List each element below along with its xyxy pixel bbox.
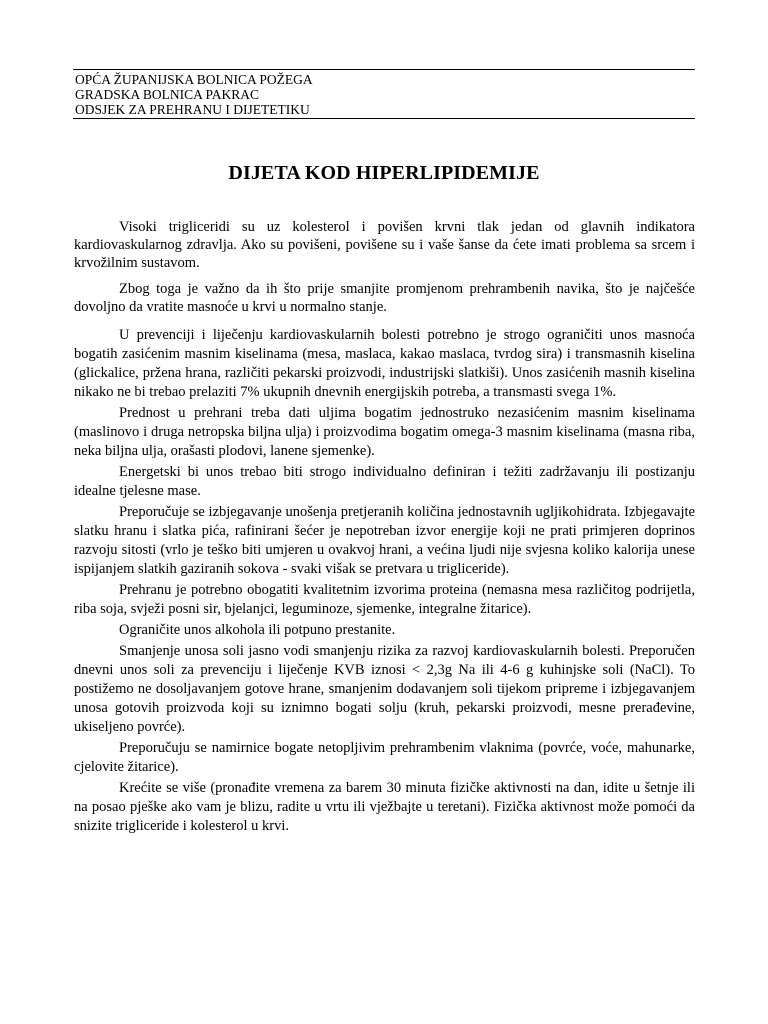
paragraph-carbohydrates: Preporučuje se izbjegavanje unošenja pretjeranih količina jednostavnih ugljikohidrata. Izbjegavajte slatku hranu i slatka pića, rafinirani šećer je nepotreban izvor energije koji ne prati primjeren doprinos razvoju sitosti (vrlo je teško biti umjeren u ovakvoj hrani, a većina ljudi nije svjesna koliko kalorija unese ispijanjem slatkih gaziranih sokova - svaki višak se pretvara u trigliceride). <box>74 504 695 577</box>
paragraph-alcohol: Ograničite unos alkohola ili potpuno prestanite. <box>119 622 396 638</box>
document-body <box>74 218 695 836</box>
header-department: ODSJEK ZA PREHRANU I DIJETETIKU <box>75 102 310 117</box>
paragraph-fiber: Preporučuju se namirnice bogate netopljivim prehrambenim vlaknima (povrće, voće, mahunarke, cjelovite žitarice). <box>74 740 695 775</box>
header-hospital-pakrac: GRADSKA BOLNICA PAKRAC <box>75 87 260 102</box>
paragraph-energy-intake: Energetski bi unos trebao biti strogo individualno definiran i težiti zadržavanju ili postizanju idealne tjelesne mase. <box>74 464 695 499</box>
paragraph-diet-change: Zbog toga je važno da ih što prije smanjite promjenom prehrambenih navika, što je najčešće dovoljno da vratite masnoće u krvi u normalno stanje. <box>74 281 695 315</box>
paragraph-saturated-fats: U prevenciji i liječenju kardiovaskularnih bolesti potrebno je strogo ograničiti unos masnoća bogatih zasićenim masnim kiselinama (mesa, maslaca, kakao maslaca, tvrdog sira) i transmasnih kiselina (glickalice, pržena hrana, različiti pekarski proizvodi, industrijski slatkiši). Unos zasićenih masnih kiselina nikako ne bi trebao prelaziti 7% ukupnih dnevnih energijskih potreba, a transmasti svega 1%. <box>74 327 695 400</box>
paragraph-unsaturated-fats: Prednost u prehrani treba dati uljima bogatim jednostruko nezasićenim masnim kiselinama (maslinovo i druga netropska biljna ulja) i proizvodima bogatim omega-3 masnim kiselinama (masna riba, neka biljna ulja, orašasti plodovi, lanene sjemenke). <box>74 405 695 459</box>
paragraph-intro: Visoki trigliceridi su uz kolesterol i povišen krvni tlak jedan od glavnih indikatora kardiovaskularnog zdravlja. Ako su povišeni, povišene su i vaše šanse da ćete imati problema sa srcem i krvožilnim sustavom. <box>74 219 695 271</box>
paragraph-salt: Smanjenje unosa soli jasno vodi smanjenju rizika za razvoj kardiovaskularnih bolesti. Preporučen dnevni unos soli za prevenciju i liječenje KVB iznosi < 2,3g Na ili 4-6 g kuhinjske soli (NaCl). To postižemo ne dosoljavanjem gotove hrane, smanjenim dodavanjem soli tijekom pripreme i izbjegavanjem unosa gotovih proizvoda koji su iznimno bogati solju (kruh, pekarski proizvodi, mesne prerađevine, ukiseljeno povrće). <box>74 643 695 735</box>
institution-header <box>73 69 695 119</box>
paragraph-physical-activity: Krećite se više (pronađite vremena za barem 30 minuta fizičke aktivnosti na dan, idite u šetnje ili na posao pješke ako vam je blizu, radite u vrtu ili vježbajte u teretani). Fizička aktivnost može pomoći da snizite trigliceride i kolesterol u krvi. <box>74 780 695 834</box>
paragraph-proteins: Prehranu je potrebno obogatiti kvalitetnim izvorima proteina (nemasna mesa različitog podrijetla, riba soja, svježi posni sir, bjelanjci, leguminoze, sjemenke, integralne žitarice). <box>74 582 695 617</box>
document-title: DIJETA KOD HIPERLIPIDEMIJE <box>228 162 540 184</box>
header-hospital-pozega: OPĆA ŽUPANIJSKA BOLNICA POŽEGA <box>75 72 313 87</box>
